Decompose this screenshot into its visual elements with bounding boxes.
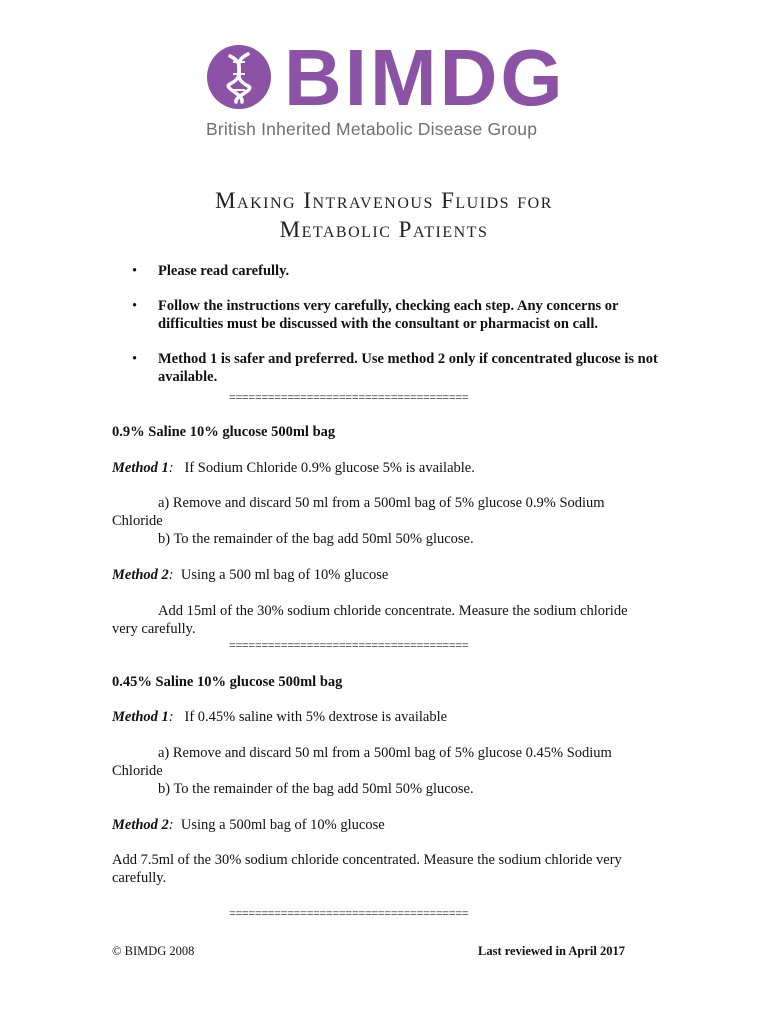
section1-heading: 0.9% Saline 10% glucose 500ml bag: [112, 424, 336, 440]
method1-label: Method 1: [112, 709, 169, 725]
step-a-line1: a) Remove and discard 50 ml from a 500ml bag of 5% glucose 0.9% Sodium: [158, 495, 605, 511]
method2-detail-line1: Add 15ml of the 30% sodium chloride concentrate. Measure the sodium chloride: [158, 603, 628, 619]
method2-label: Method 2: [112, 817, 169, 833]
bullet-text: Please read carefully.: [158, 263, 290, 279]
section2-heading: 0.45% Saline 10% glucose 500ml bag: [112, 674, 343, 690]
bullet-text: Method 1 is safer and preferred. Use method 2 only if concentrated glucose is not available.: [158, 351, 658, 385]
dna-helix-icon: [206, 44, 272, 110]
instruction-bullets: [112, 262, 672, 403]
bullet-text: Follow the instructions very carefully, checking each step. Any concerns or difficulties must be discussed with the consultant or pharmacist on call.: [158, 298, 619, 332]
method1-text: If Sodium Chloride 0.9% glucose 5% is available.: [184, 460, 475, 476]
section2-step-b: b) To the remainder of the bag add 50ml 50% glucose.: [158, 781, 474, 797]
separator-line: =====================================: [229, 638, 469, 652]
footer-reviewed: Last reviewed in April 2017: [478, 944, 625, 958]
logo-wordmark: BIMDG: [284, 33, 566, 122]
separator-line: =====================================: [229, 906, 469, 920]
section2-step-a: [112, 744, 657, 780]
bimdg-logo: [206, 33, 566, 144]
bullet-icon: •: [132, 263, 138, 279]
method2-text: Using a 500ml bag of 10% glucose: [180, 817, 385, 833]
section2-method1: [112, 708, 657, 726]
logo-subtitle: British Inherited Metabolic Disease Group: [206, 119, 538, 139]
footer-copyright: © BIMDG 2008: [112, 944, 195, 958]
bullet-item: [112, 297, 672, 333]
section1-method2: [112, 566, 657, 584]
method2-detail-line2: very carefully.: [112, 621, 196, 637]
separator-line: =====================================: [229, 390, 469, 404]
section2-method2-detail: Add 7.5ml of the 30% sodium chloride concentrated. Measure the sodium chloride very carefully.: [112, 852, 622, 886]
section1-step-a: [112, 494, 657, 530]
step-a-line2: Chloride: [112, 513, 163, 529]
method2-colon: :: [168, 817, 174, 833]
method1-text: If 0.45% saline with 5% dextrose is available: [184, 709, 448, 725]
section1-method2-detail: [112, 602, 657, 638]
method1-colon: :: [168, 709, 174, 725]
method1-label: Method 1: [112, 460, 169, 476]
section1-method1: [112, 459, 657, 477]
title-line-2: Metabolic Patients: [279, 217, 489, 242]
bullet-icon: •: [132, 298, 138, 314]
title-line-1: Making Intravenous Fluids for: [215, 188, 553, 213]
method2-text: Using a 500 ml bag of 10% glucose: [180, 567, 389, 583]
method2-label: Method 2: [112, 567, 169, 583]
section2-method2: [112, 816, 657, 834]
method2-colon: :: [168, 567, 174, 583]
page-title: [100, 186, 668, 244]
section1-step-b: b) To the remainder of the bag add 50ml 50% glucose.: [158, 531, 474, 547]
step-a-line2: Chloride: [112, 763, 163, 779]
method1-colon: :: [168, 460, 174, 476]
step-a-line1: a) Remove and discard 50 ml from a 500ml bag of 5% glucose 0.45% Sodium: [158, 745, 612, 761]
bullet-icon: •: [132, 351, 138, 367]
bullet-item: [112, 350, 672, 386]
bullet-item: [112, 262, 672, 280]
